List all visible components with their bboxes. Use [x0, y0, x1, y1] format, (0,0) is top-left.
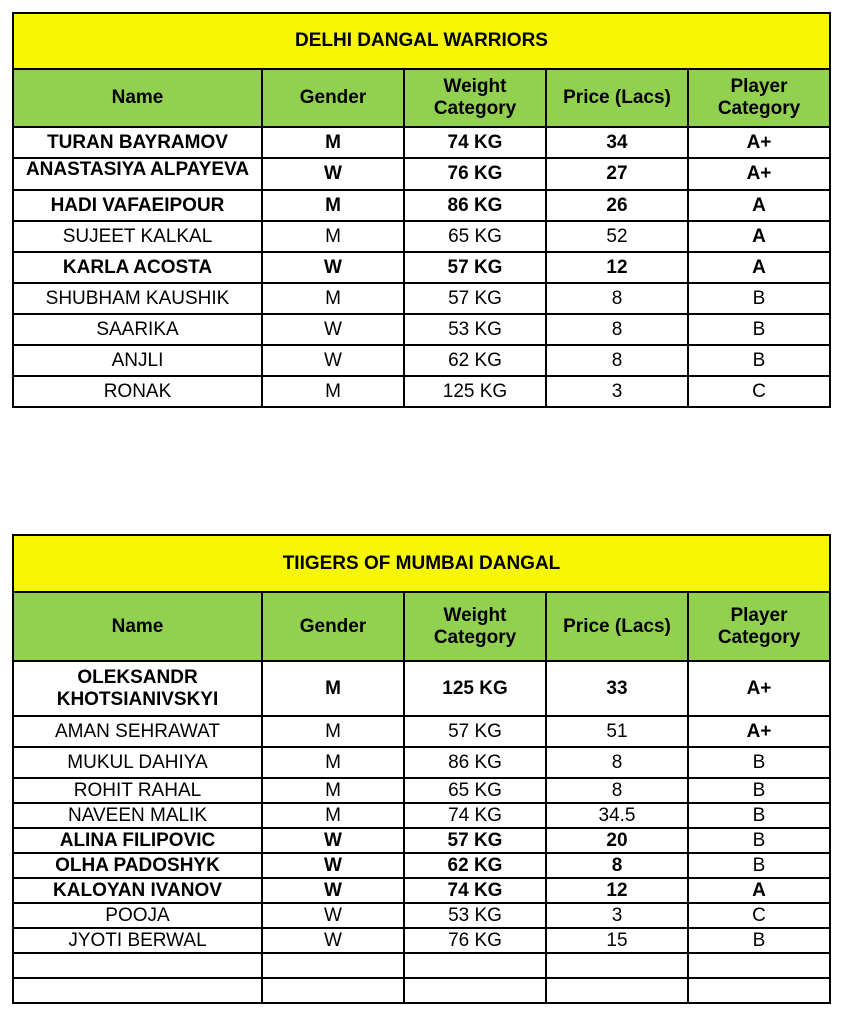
table-row [13, 853, 830, 878]
cell-name: JYOTI BERWAL [13, 928, 262, 953]
cell-gender: M [262, 221, 404, 252]
cell-name: NAVEEN MALIK [13, 803, 262, 828]
cell-weight: 86 KG [404, 190, 546, 221]
cell-player-category: B [688, 828, 830, 853]
cell-price: 34 [546, 127, 688, 158]
cell-price: 8 [546, 853, 688, 878]
table-row [13, 376, 830, 407]
cell-weight: 53 KG [404, 314, 546, 345]
cell-weight [404, 953, 546, 978]
header-price: Price (Lacs) [546, 69, 688, 127]
cell-player-category: B [688, 928, 830, 953]
cell-gender [262, 978, 404, 1003]
table-row [13, 953, 830, 978]
header-row [13, 592, 830, 661]
cell-price: 12 [546, 878, 688, 903]
cell-name: AMAN SEHRAWAT [13, 716, 262, 747]
cell-gender: W [262, 828, 404, 853]
cell-name [13, 978, 262, 1003]
cell-gender: M [262, 716, 404, 747]
cell-gender: W [262, 903, 404, 928]
header-row [13, 69, 830, 127]
cell-player-category: C [688, 376, 830, 407]
cell-price: 52 [546, 221, 688, 252]
table-row [13, 283, 830, 314]
header-gender: Gender [262, 69, 404, 127]
table-row [13, 878, 830, 903]
cell-name: ANJLI [13, 345, 262, 376]
cell-gender: W [262, 252, 404, 283]
cell-weight: 86 KG [404, 747, 546, 778]
cell-weight [404, 978, 546, 1003]
cell-gender: M [262, 778, 404, 803]
cell-weight: 65 KG [404, 221, 546, 252]
header-name: Name [13, 592, 262, 661]
cell-player-category: B [688, 853, 830, 878]
cell-name: OLHA PADOSHYK [13, 853, 262, 878]
cell-price: 8 [546, 283, 688, 314]
cell-weight: 57 KG [404, 828, 546, 853]
cell-gender: W [262, 853, 404, 878]
cell-name: ANASTASIYA ALPAYEVA [13, 158, 262, 190]
table-title-row [13, 13, 830, 69]
cell-name: RONAK [13, 376, 262, 407]
cell-weight: 125 KG [404, 661, 546, 716]
table-row [13, 190, 830, 221]
cell-name: TURAN BAYRAMOV [13, 127, 262, 158]
cell-price: 27 [546, 158, 688, 190]
cell-gender: M [262, 747, 404, 778]
cell-player-category: B [688, 803, 830, 828]
cell-gender: M [262, 283, 404, 314]
cell-gender: W [262, 345, 404, 376]
cell-gender: M [262, 190, 404, 221]
cell-gender: M [262, 661, 404, 716]
cell-name: POOJA [13, 903, 262, 928]
cell-gender: W [262, 878, 404, 903]
delhi-dangal-warriors-table [12, 12, 831, 408]
cell-weight: 57 KG [404, 283, 546, 314]
header-weight-category: Weight Category [404, 69, 546, 127]
cell-player-category: A [688, 878, 830, 903]
cell-name: OLEKSANDR KHOTSIANIVSKYI [13, 661, 262, 716]
cell-weight: 74 KG [404, 878, 546, 903]
table-row [13, 928, 830, 953]
cell-name [13, 953, 262, 978]
table-row [13, 314, 830, 345]
cell-player-category: B [688, 283, 830, 314]
cell-player-category: B [688, 314, 830, 345]
table-row [13, 158, 830, 190]
cell-price: 3 [546, 903, 688, 928]
cell-weight: 62 KG [404, 345, 546, 376]
cell-gender: M [262, 803, 404, 828]
cell-weight: 65 KG [404, 778, 546, 803]
table-title: TIIGERS OF MUMBAI DANGAL [13, 535, 830, 592]
cell-player-category: B [688, 345, 830, 376]
table-row [13, 978, 830, 1003]
cell-price: 8 [546, 778, 688, 803]
cell-name: ROHIT RAHAL [13, 778, 262, 803]
cell-price: 34.5 [546, 803, 688, 828]
cell-price: 20 [546, 828, 688, 853]
tiigers-of-mumbai-dangal-table [12, 534, 831, 1004]
cell-name: ALINA FILIPOVIC [13, 828, 262, 853]
table-row [13, 747, 830, 778]
cell-name: MUKUL DAHIYA [13, 747, 262, 778]
cell-player-category: A [688, 221, 830, 252]
cell-player-category [688, 978, 830, 1003]
cell-weight: 74 KG [404, 803, 546, 828]
cell-player-category: A+ [688, 661, 830, 716]
cell-name: KALOYAN IVANOV [13, 878, 262, 903]
cell-price: 33 [546, 661, 688, 716]
table-row [13, 778, 830, 803]
table-row [13, 252, 830, 283]
cell-weight: 62 KG [404, 853, 546, 878]
cell-gender: M [262, 376, 404, 407]
cell-weight: 57 KG [404, 716, 546, 747]
table-row [13, 903, 830, 928]
cell-gender: M [262, 127, 404, 158]
cell-name: HADI VAFAEIPOUR [13, 190, 262, 221]
table-row [13, 661, 830, 716]
table-title-row [13, 535, 830, 592]
cell-weight: 76 KG [404, 928, 546, 953]
cell-weight: 125 KG [404, 376, 546, 407]
cell-price [546, 953, 688, 978]
cell-player-category: A+ [688, 127, 830, 158]
cell-gender [262, 953, 404, 978]
cell-price: 3 [546, 376, 688, 407]
header-price: Price (Lacs) [546, 592, 688, 661]
table-row [13, 127, 830, 158]
cell-player-category: C [688, 903, 830, 928]
table-row [13, 345, 830, 376]
cell-player-category: B [688, 747, 830, 778]
cell-price: 51 [546, 716, 688, 747]
cell-price: 8 [546, 345, 688, 376]
cell-name: SAARIKA [13, 314, 262, 345]
cell-player-category: A [688, 190, 830, 221]
cell-gender: W [262, 928, 404, 953]
table-row [13, 803, 830, 828]
cell-name: SHUBHAM KAUSHIK [13, 283, 262, 314]
cell-weight: 57 KG [404, 252, 546, 283]
header-weight-category: Weight Category [404, 592, 546, 661]
cell-player-category: A [688, 252, 830, 283]
cell-price: 26 [546, 190, 688, 221]
cell-player-category [688, 953, 830, 978]
cell-player-category: A+ [688, 716, 830, 747]
table-row [13, 716, 830, 747]
cell-weight: 74 KG [404, 127, 546, 158]
table-row [13, 221, 830, 252]
cell-player-category: A+ [688, 158, 830, 190]
cell-weight: 76 KG [404, 158, 546, 190]
header-player-category: Player Category [688, 69, 830, 127]
cell-weight: 53 KG [404, 903, 546, 928]
header-player-category: Player Category [688, 592, 830, 661]
header-name: Name [13, 69, 262, 127]
table-title: DELHI DANGAL WARRIORS [13, 13, 830, 69]
cell-gender: W [262, 314, 404, 345]
table-row [13, 828, 830, 853]
cell-player-category: B [688, 778, 830, 803]
cell-price: 8 [546, 314, 688, 345]
cell-name: SUJEET KALKAL [13, 221, 262, 252]
header-gender: Gender [262, 592, 404, 661]
cell-price: 8 [546, 747, 688, 778]
cell-price: 12 [546, 252, 688, 283]
cell-gender: W [262, 158, 404, 190]
cell-name: KARLA ACOSTA [13, 252, 262, 283]
cell-price [546, 978, 688, 1003]
cell-price: 15 [546, 928, 688, 953]
